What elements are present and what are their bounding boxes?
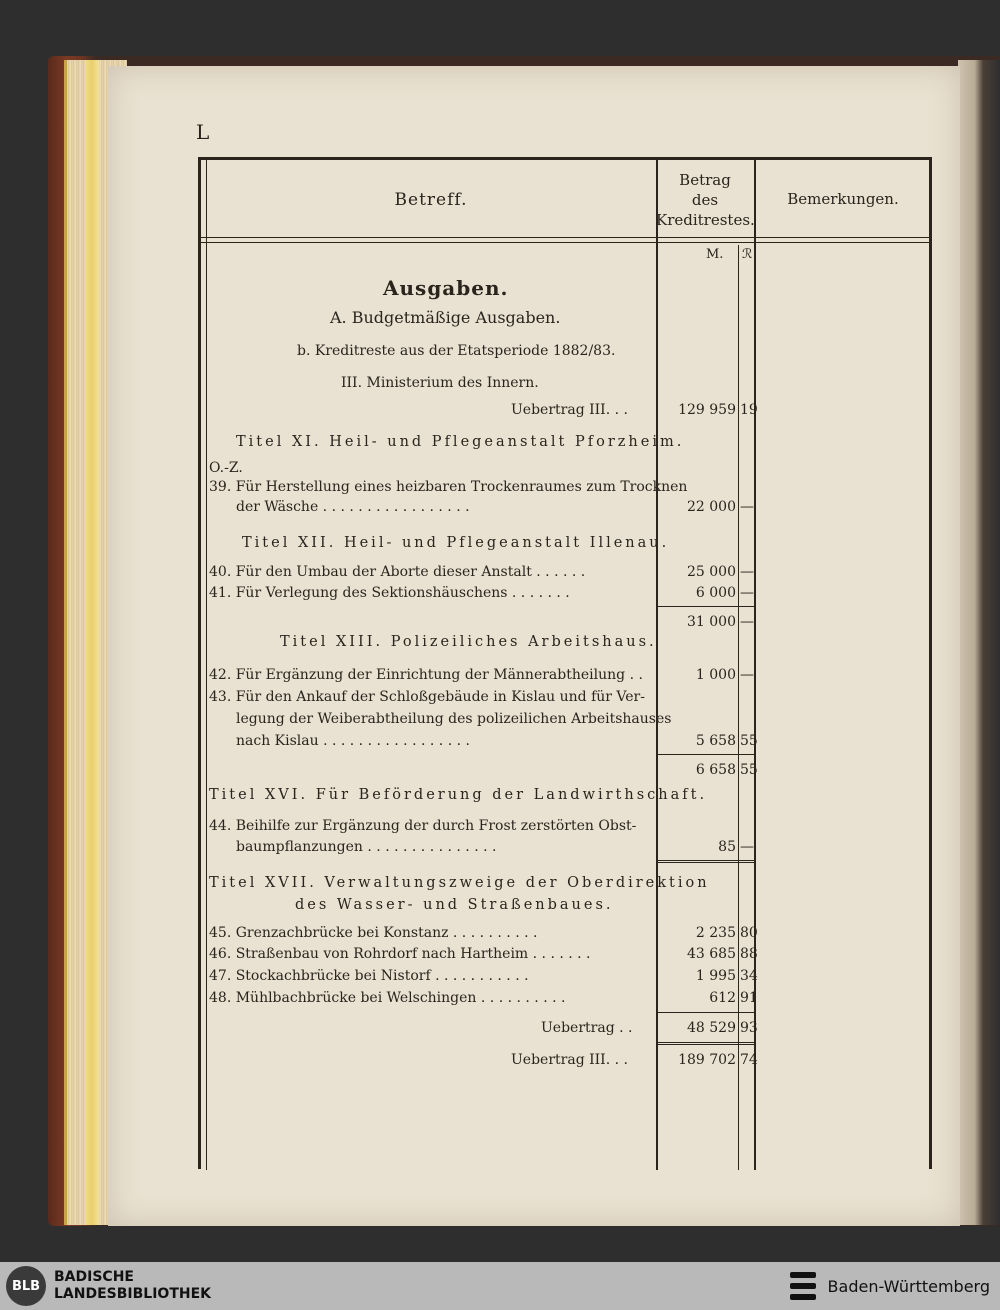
header-rule [200, 237, 931, 243]
heading-ausgaben: Ausgaben. [383, 276, 509, 300]
column-header-amount [656, 170, 754, 230]
section-titel-xvii-line2: des Wasser- und Straßenbaues. [295, 897, 614, 913]
item-43-amount: 5 658 [695, 733, 736, 749]
total-cents: 74 [740, 1052, 758, 1068]
item-46-cents: 88 [740, 946, 758, 962]
double-rule-xvi [658, 860, 754, 863]
item-39-amount: 22 000 [687, 499, 736, 515]
lions-crest-icon [786, 1269, 820, 1303]
item-44-cents: — [740, 839, 754, 855]
column-rule-cents [738, 245, 739, 1170]
oz-label: O.-Z. [209, 460, 243, 476]
item-48-cents: 91 [740, 990, 758, 1006]
sum-xiii-amount: 6 658 [695, 762, 736, 778]
column-rule-left [206, 160, 207, 1170]
sum-xiii-cents: 55 [740, 762, 758, 778]
item-47: 47. Stockachbrücke bei Nistorf . . . . . . . . . . . [209, 968, 529, 984]
table-frame [198, 157, 932, 1169]
blb-logo[interactable]: BLB [6, 1266, 46, 1306]
uebertrag-start-label: Uebertrag III. . . [511, 402, 628, 418]
item-43-line2: legung der Weiberabtheilung des polizeilichen Arbeitshauses [236, 711, 672, 727]
item-45-cents: 80 [740, 925, 758, 941]
item-46: 46. Straßenbau von Rohrdorf nach Hartheim . . . . . . . [209, 946, 591, 962]
heading-budget: A. Budgetmäßige Ausgaben. [330, 308, 561, 327]
item-42-amount: 1 000 [695, 667, 736, 683]
unit-pfennig: ℛ [742, 247, 753, 262]
item-43-line3: nach Kislau . . . . . . . . . . . . . . . . . [236, 733, 470, 749]
item-42-cents: — [740, 667, 754, 683]
heading-ministerium: III. Ministerium des Innern. [341, 375, 539, 391]
facing-page-edge [958, 60, 1000, 1225]
item-40-amount: 25 000 [687, 564, 736, 580]
item-39-cents: — [740, 499, 754, 515]
section-titel-xvi: Titel XVI. Für Beförderung der Landwirthschaft. [209, 787, 708, 803]
item-47-amount: 1 995 [695, 968, 736, 984]
item-39-line2: der Wäsche . . . . . . . . . . . . . . . . . [236, 499, 470, 515]
item-44-amount: 85 [718, 839, 736, 855]
item-45: 45. Grenzachbrücke bei Konstanz . . . . . . . . . . [209, 925, 538, 941]
column-header-remarks: Bemerkungen. [787, 190, 899, 208]
bw-logo[interactable] [786, 1269, 990, 1303]
item-46-amount: 43 685 [687, 946, 736, 962]
library-name[interactable] [54, 1269, 211, 1303]
section-titel-xvii-line1: Titel XVII. Verwaltungszweige der Oberdirektion [209, 875, 710, 891]
item-42: 42. Für Ergänzung der Einrichtung der Männerabtheilung . . [209, 667, 643, 683]
sum-xii-amount: 31 000 [687, 614, 736, 630]
amount-header-line1: Betrag [679, 171, 731, 189]
heading-kreditreste: b. Kreditreste aus der Etatsperiode 1882/83. [297, 343, 616, 359]
subtotal-amount: 48 529 [687, 1020, 736, 1036]
library-name-line2: LANDESBIBLIOTHEK [54, 1286, 212, 1302]
sum-rule-xii [658, 606, 754, 607]
amount-header-line2: des [691, 191, 719, 209]
item-41-amount: 6 000 [695, 585, 736, 601]
total-amount: 189 702 [678, 1052, 736, 1068]
item-39-line1: 39. Für Herstellung eines heizbaren Trockenraumes zum Trocknen [209, 479, 688, 495]
item-44-line2: baumpflanzungen . . . . . . . . . . . . . . . [236, 839, 497, 855]
amount-header-line3: Kreditrestes. [656, 211, 755, 229]
section-titel-xiii: Titel XIII. Polizeiliches Arbeitshaus. [280, 634, 657, 650]
item-45-amount: 2 235 [695, 925, 736, 941]
item-48: 48. Mühlbachbrücke bei Welschingen . . . . . . . . . . [209, 990, 566, 1006]
footer-bar [0, 1262, 1000, 1310]
column-rule-amount [656, 160, 658, 1170]
double-rule-total [658, 1042, 754, 1045]
item-44-line1: 44. Beihilfe zur Ergänzung der durch Frost zerstörten Obst- [209, 818, 637, 834]
item-43-line1: 43. Für den Ankauf der Schloßgebäude in Kislau und für Ver- [209, 689, 645, 705]
subtotal-label: Uebertrag . . [541, 1020, 633, 1036]
sum-rule-xiii [658, 754, 754, 755]
item-48-amount: 612 [709, 990, 736, 1006]
item-40: 40. Für den Umbau der Aborte dieser Anstalt . . . . . . [209, 564, 586, 580]
unit-mark: M. [706, 247, 724, 262]
sum-xii-cents: — [740, 614, 754, 630]
section-titel-xii: Titel XII. Heil- und Pflegeanstalt Illenau. [242, 535, 670, 551]
item-47-cents: 34 [740, 968, 758, 984]
item-41-cents: — [740, 585, 754, 601]
uebertrag-start-cents: 19 [740, 402, 758, 418]
total-label: Uebertrag III. . . [511, 1052, 628, 1068]
item-40-cents: — [740, 564, 754, 580]
item-41: 41. Für Verlegung des Sektionshäuschens . . . . . . . [209, 585, 570, 601]
column-header-betreff: Betreff. [394, 190, 468, 210]
item-43-cents: 55 [740, 733, 758, 749]
page-number: L [196, 120, 210, 144]
uebertrag-start-amount: 129 959 [678, 402, 736, 418]
subtotal-cents: 93 [740, 1020, 758, 1036]
bw-label: Baden-Württemberg [827, 1276, 990, 1296]
section-titel-xi: Titel XI. Heil- und Pflegeanstalt Pforzheim. [236, 434, 685, 450]
sum-rule-xvii [658, 1012, 754, 1013]
column-rule-remarks [754, 160, 756, 1170]
library-name-line1: BADISCHE [54, 1269, 134, 1285]
